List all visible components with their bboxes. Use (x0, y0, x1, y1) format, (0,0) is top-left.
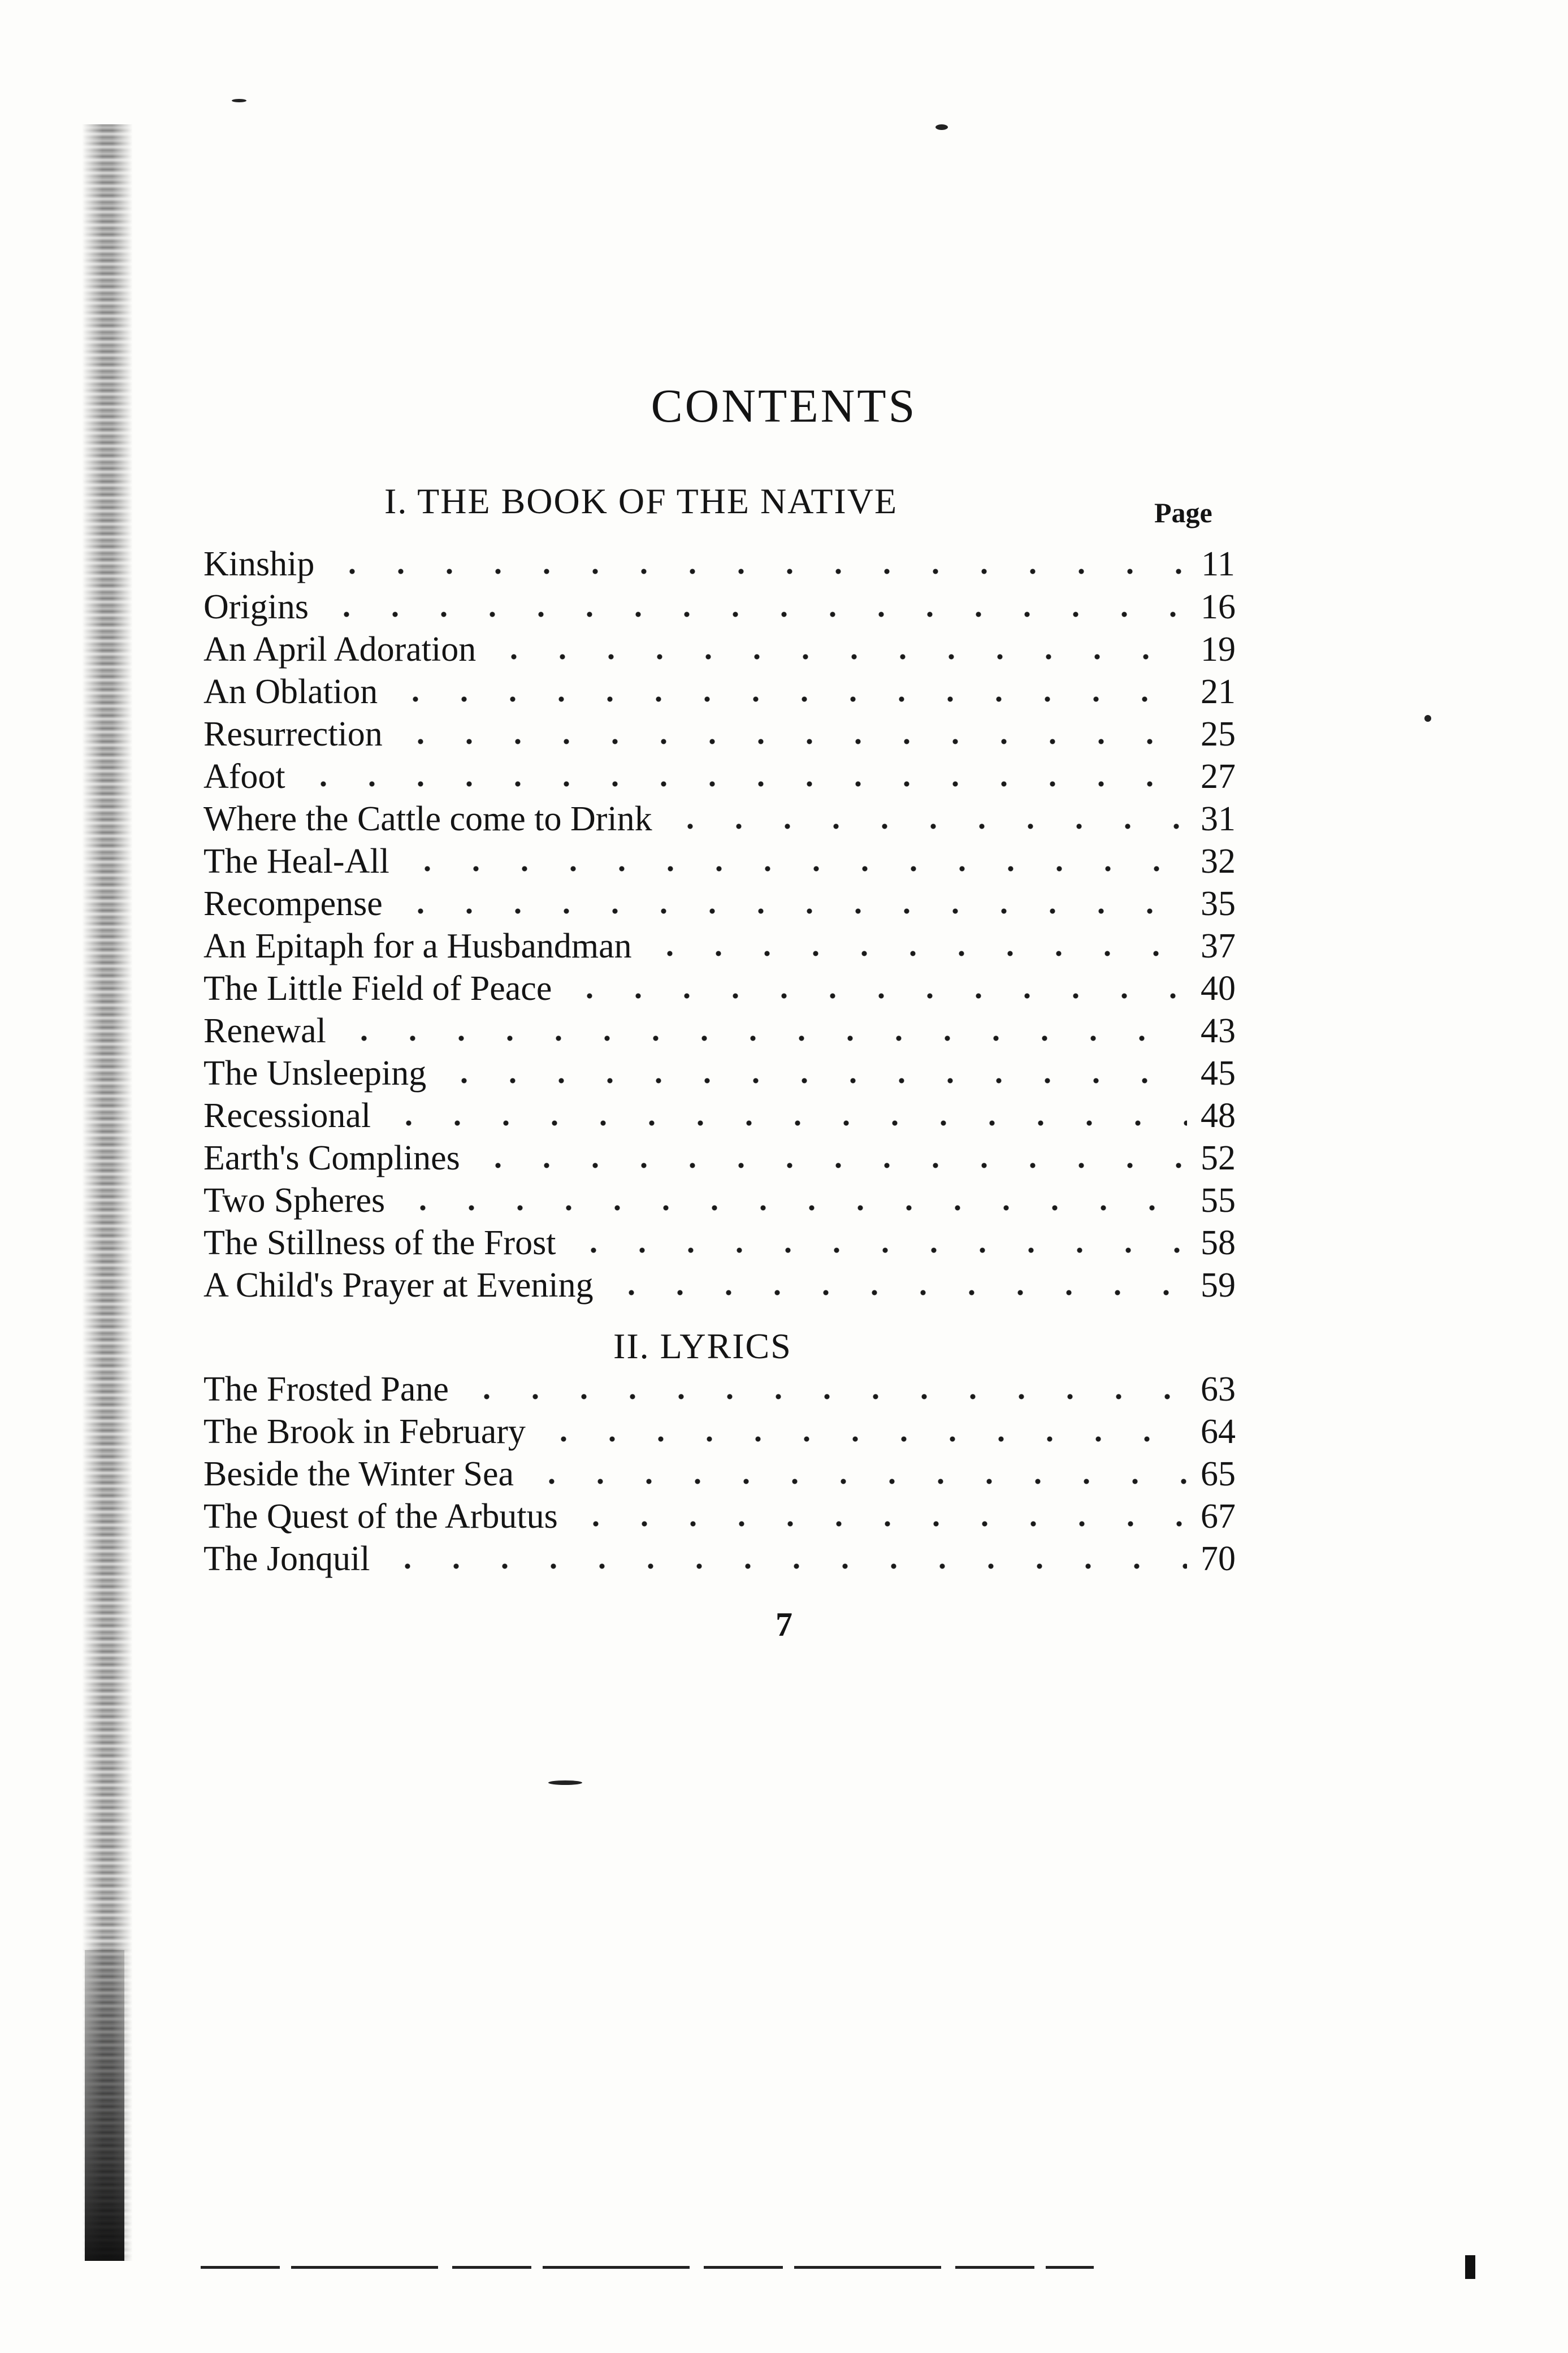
toc-entry-page: 25 (1201, 715, 1236, 753)
toc-entry-page: 11 (1201, 545, 1235, 583)
toc-entry-title: Renewal (203, 1012, 326, 1050)
toc-dot-leader (490, 653, 1187, 661)
toc-entry-title: Earth's Complines (203, 1139, 460, 1177)
toc-dot-leader (539, 1435, 1187, 1443)
toc-entry-page: 67 (1201, 1497, 1236, 1536)
page-title: CONTENTS (651, 380, 917, 432)
toc-entry (203, 755, 1249, 798)
toc-entry (203, 1368, 1249, 1411)
toc-entry-page: 27 (1201, 757, 1236, 796)
toc-entry-title: The Heal-All (203, 842, 389, 881)
toc-dot-leader (399, 1204, 1187, 1212)
ink-speck (548, 1780, 582, 1785)
toc-entry-title: The Unsleeping (203, 1054, 427, 1093)
toc-dot-leader (440, 1077, 1187, 1085)
toc-entry (203, 713, 1249, 756)
ink-speck (1424, 715, 1431, 722)
toc-dot-leader (328, 567, 1187, 575)
toc-entry-page: 48 (1201, 1097, 1236, 1135)
toc-entry (203, 1052, 1249, 1095)
page-number: 7 (776, 1606, 792, 1643)
toc-dot-leader (322, 610, 1187, 618)
toc-entry-title: Two Spheres (203, 1181, 385, 1220)
section-heading-book-of-the-native: I. THE BOOK OF THE NATIVE (384, 481, 898, 521)
toc-dot-leader (403, 865, 1187, 873)
toc-entry-title: Kinship (203, 545, 315, 583)
toc-dot-leader (646, 950, 1187, 957)
toc-entry-title: An Oblation (203, 673, 378, 711)
toc-dot-leader (527, 1477, 1187, 1485)
toc-entry-page: 65 (1201, 1455, 1236, 1493)
toc-entry-title: The Little Field of Peace (203, 969, 552, 1008)
toc-dot-leader (607, 1289, 1187, 1297)
toc-entry (203, 1179, 1249, 1222)
toc-entry (203, 628, 1249, 671)
toc-entry-page: 58 (1201, 1224, 1236, 1262)
section-heading-lyrics: II. LYRICS (613, 1326, 792, 1366)
toc-entry-title: An April Adoration (203, 630, 477, 669)
toc-entry (203, 882, 1249, 925)
toc-entry (203, 1137, 1249, 1180)
toc-dot-leader (396, 907, 1187, 915)
toc-entry-page: 63 (1201, 1370, 1236, 1409)
toc-entry (203, 586, 1249, 629)
toc-dot-leader (396, 738, 1187, 746)
toc-dot-leader (391, 695, 1187, 703)
toc-entry (203, 1453, 1249, 1496)
toc-entry-page: 45 (1201, 1054, 1236, 1093)
toc-dot-leader (340, 1034, 1187, 1042)
toc-entry-page: 19 (1201, 630, 1236, 669)
toc-entry-title: Where the Cattle come to Drink (203, 800, 652, 838)
toc-dot-leader (571, 1520, 1187, 1528)
toc-entry-title: The Brook in February (203, 1412, 526, 1451)
toc-dot-leader (384, 1119, 1187, 1127)
toc-entry-page: 43 (1201, 1012, 1236, 1050)
toc-entry (203, 967, 1249, 1010)
toc-entry-title: A Child's Prayer at Evening (203, 1266, 594, 1305)
toc-entry (203, 1537, 1249, 1580)
toc-entry-title: Recompense (203, 885, 383, 923)
ink-speck (232, 99, 246, 102)
toc-dot-leader (666, 822, 1187, 830)
toc-entry-title: Afoot (203, 757, 285, 796)
toc-entry-page: 16 (1201, 588, 1236, 626)
toc-dot-leader (299, 780, 1187, 788)
toc-entry-page: 64 (1201, 1412, 1236, 1451)
ink-speck (935, 124, 948, 130)
toc-entry (203, 798, 1249, 840)
toc-entry (203, 840, 1249, 883)
toc-entry-page: 59 (1201, 1266, 1236, 1305)
toc-entry (203, 1221, 1249, 1264)
toc-entry (203, 670, 1249, 713)
page-column-heading: Page (1154, 497, 1212, 528)
toc-entry-page: 35 (1201, 885, 1236, 923)
toc-entry-title: The Frosted Pane (203, 1370, 449, 1409)
bottom-printed-rule (201, 2266, 1094, 2269)
toc-entry-title: The Jonquil (203, 1540, 370, 1578)
toc-entry-page: 31 (1201, 800, 1236, 838)
toc-entry-page: 21 (1201, 673, 1236, 711)
toc-dot-leader (462, 1393, 1187, 1401)
toc-entry (203, 1009, 1249, 1052)
toc-dot-leader (474, 1162, 1187, 1169)
toc-entry-page: 40 (1201, 969, 1236, 1008)
toc-entry-title: Beside the Winter Sea (203, 1455, 514, 1493)
toc-entry-page: 52 (1201, 1139, 1236, 1177)
toc-entry-title: An Epitaph for a Husbandman (203, 927, 632, 965)
toc-entry-page: 55 (1201, 1181, 1236, 1220)
toc-entry (203, 1264, 1249, 1307)
toc-entry-title: Recessional (203, 1097, 371, 1135)
toc-entry (203, 1410, 1249, 1453)
toc-entry-page: 70 (1201, 1540, 1236, 1578)
toc-entry-title: Resurrection (203, 715, 383, 753)
corner-ink-mark (1465, 2255, 1475, 2279)
toc-entry (203, 1094, 1249, 1137)
page-binding-shadow (85, 1950, 124, 2261)
toc-dot-leader (569, 1246, 1187, 1254)
page-binding-edge (82, 124, 133, 2261)
toc-entry (203, 925, 1249, 968)
toc-entry-title: The Quest of the Arbutus (203, 1497, 558, 1536)
toc-entry-page: 37 (1201, 927, 1236, 965)
toc-entry-title: Origins (203, 588, 309, 626)
toc-entry-title: The Stillness of the Frost (203, 1224, 556, 1262)
toc-entry (203, 1495, 1249, 1538)
toc-dot-leader (383, 1562, 1187, 1570)
toc-dot-leader (565, 992, 1187, 1000)
toc-entry (203, 543, 1249, 586)
toc-entry-page: 32 (1201, 842, 1236, 881)
